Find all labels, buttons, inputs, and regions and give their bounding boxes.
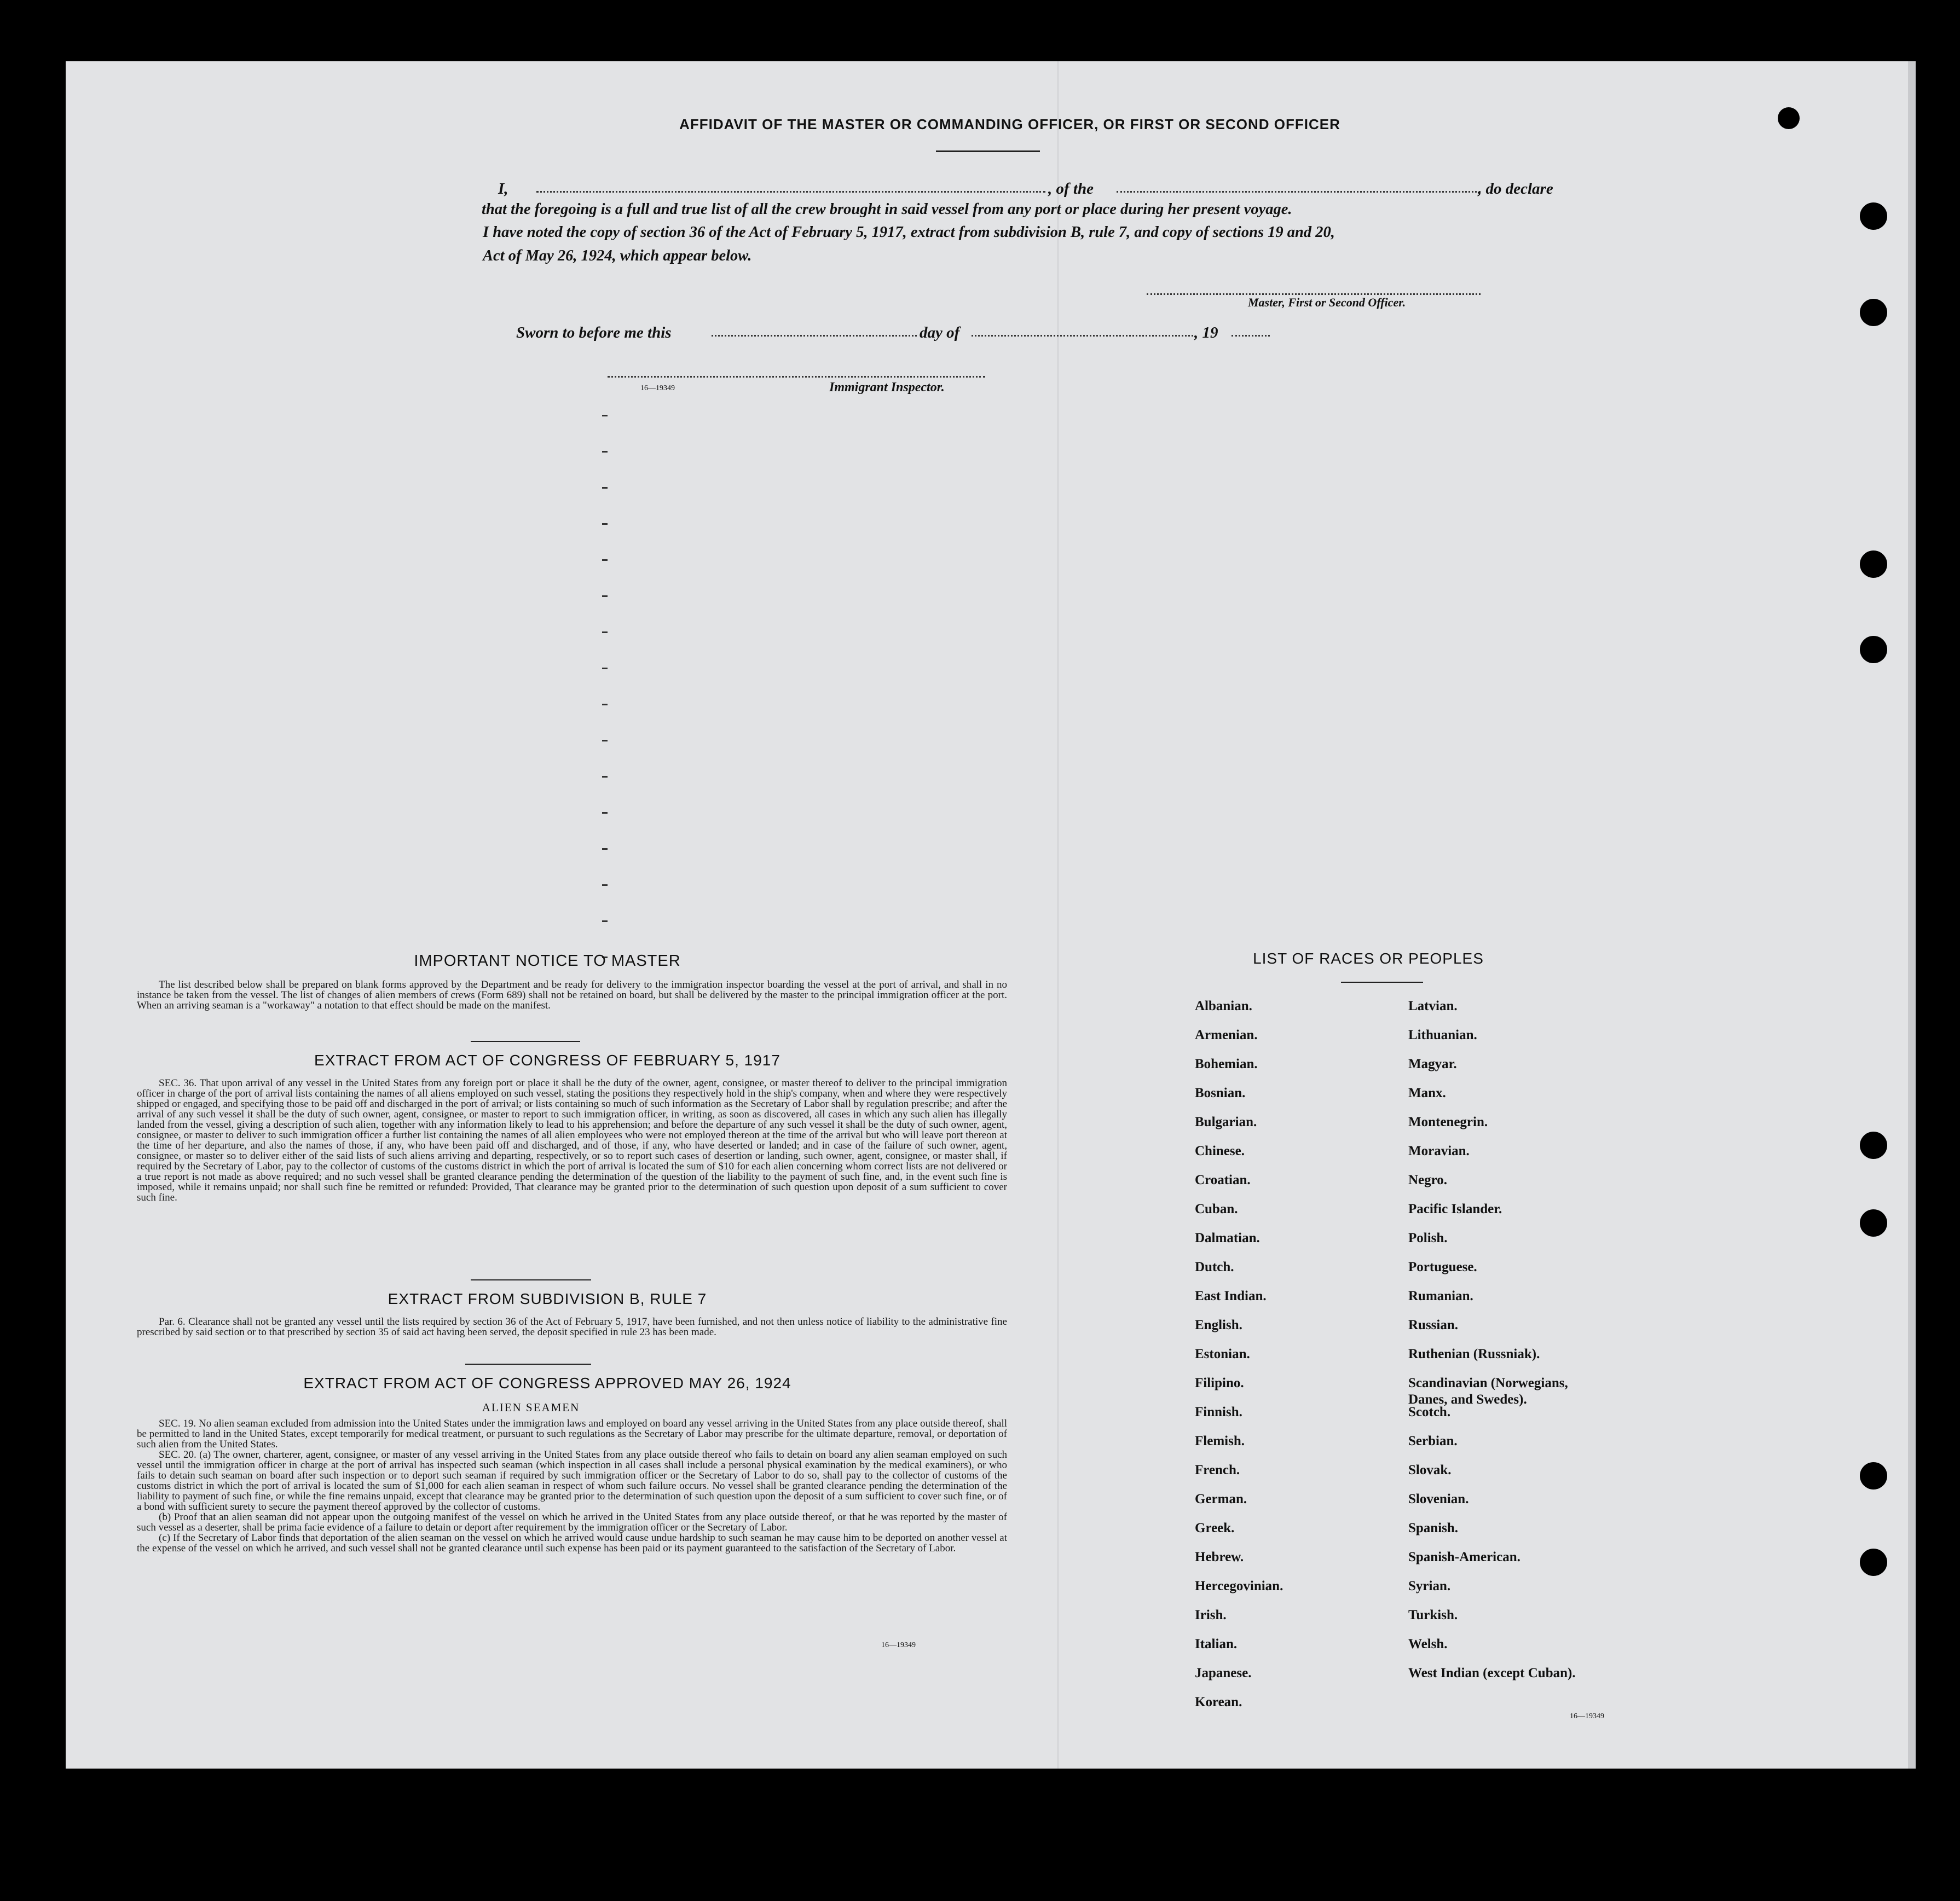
ruling-tick — [602, 776, 608, 778]
ruling-tick — [602, 884, 608, 886]
extract-rule7-text — [137, 1317, 1007, 1337]
punch-hole — [1860, 1549, 1887, 1576]
inspector-label: Immigrant Inspector. — [829, 380, 945, 395]
punch-hole — [1860, 299, 1887, 326]
divider — [465, 1364, 591, 1365]
race-item: Bohemian. — [1195, 1057, 1258, 1071]
punch-hole — [1860, 1462, 1887, 1489]
punch-hole — [1860, 636, 1887, 663]
extract-1924-text — [137, 1418, 1007, 1554]
race-item: Polish. — [1408, 1231, 1448, 1245]
race-item: Dutch. — [1195, 1260, 1234, 1274]
sworn-day-field[interactable] — [712, 335, 917, 337]
do-declare-label: , do declare — [1478, 180, 1553, 198]
race-item: German. — [1195, 1492, 1247, 1506]
extract-rule7-title: EXTRACT FROM SUBDIVISION B, RULE 7 — [388, 1290, 707, 1307]
day-of-label: day of — [920, 324, 960, 341]
sec20c-paragraph: (c) If the Secretary of Labor finds that deportation of the alien seaman on the vessel on which he arrived would cause undue hardship to such seaman he may cause him to be deported on another vessel at the expense of the vessel on which he arrived, and such vessel shall not be granted clearance until such expense has been paid or its payment guaranteed to the satisfaction of the Secretary of Labor. — [137, 1532, 1007, 1554]
race-item: Syrian. — [1408, 1579, 1451, 1593]
ruling-tick — [602, 451, 608, 453]
race-item: Manx. — [1408, 1086, 1446, 1100]
race-item: Italian. — [1195, 1637, 1238, 1651]
sec20b-paragraph: (b) Proof that an alien seaman did not appear upon the outgoing manifest of the vessel on which he arrived in the United States from any place outside thereof, or that he was reported by the master of such vessel as a deserter, shall be prima facie evidence of a failure to detain or deport after requirement by the immigration officer or the Secretary of Labor. — [137, 1511, 1007, 1533]
races-left-column — [1195, 998, 1283, 1723]
alien-seamen-subtitle: ALIEN SEAMEN — [482, 1401, 580, 1414]
name-field[interactable] — [536, 191, 1045, 193]
race-item: Filipino. — [1195, 1376, 1244, 1390]
affidavit-i-label: I, — [498, 180, 508, 198]
race-item: Korean. — [1195, 1695, 1242, 1709]
sworn-label: Sworn to before me this — [516, 324, 672, 341]
page-fold — [1057, 61, 1059, 1769]
ruling-tick — [602, 812, 608, 814]
race-item: Scotch. — [1408, 1405, 1451, 1419]
extract-1924-title: EXTRACT FROM ACT OF CONGRESS APPROVED MAY 26, 1924 — [303, 1375, 791, 1392]
race-item: Portuguese. — [1408, 1260, 1477, 1274]
ruling-tick — [602, 704, 608, 705]
page-edge — [1908, 61, 1916, 1769]
affidavit-line-4: Act of May 26, 1924, which appear below. — [483, 247, 752, 264]
race-item: Pacific Islander. — [1408, 1202, 1502, 1216]
race-item: Finnish. — [1195, 1405, 1242, 1419]
race-item: Scandinavian (Norwegians, Danes, and Swedes). — [1408, 1376, 1568, 1407]
race-item: Negro. — [1408, 1173, 1448, 1187]
sec20a-paragraph: SEC. 20. (a) The owner, charterer, agent, consignee, or master of any vessel arriving in the United States from any place outside thereof who fails to detain on board any alien seaman employed on such vessel until the immigration officer in charge at the port of arrival has inspected such seaman (which inspection in all cases shall include a personal physical examination by the medical examiners), or who fails to detain such seaman on board after such inspection or to deport such seaman if required by such immigration officer or the Secretary of Labor to do so, shall pay to the collector of customs of the customs district in which the port of arrival is located the sum of $1,000 for each alien seaman in respect of whom such failure occurs. No vessel shall be granted clearance pending the determination of the liability to payment of such fine, or while the fine remains unpaid, except that clearance may be granted prior to the determination of such question upon the deposit of a sum sufficient to cover such fine, or of a bond with sufficient surety to secure the payment thereof approved by the collector of customs. — [137, 1449, 1007, 1512]
ruling-tick — [602, 523, 608, 525]
divider — [471, 1279, 591, 1280]
race-item: Cuban. — [1195, 1202, 1238, 1216]
race-item: Slovak. — [1408, 1463, 1452, 1477]
race-item: Montenegrin. — [1408, 1115, 1488, 1129]
races-form-number: 16—19349 — [1570, 1712, 1604, 1720]
year-label: , 19 — [1194, 324, 1218, 341]
vessel-field[interactable] — [1117, 191, 1481, 193]
ruling-tick — [602, 415, 608, 416]
race-item: French. — [1195, 1463, 1240, 1477]
race-item: Chinese. — [1195, 1144, 1245, 1158]
race-item: Magyar. — [1408, 1057, 1457, 1071]
race-item: Hercegovinian. — [1195, 1579, 1283, 1593]
affidavit-title: AFFIDAVIT OF THE MASTER OR COMMANDING OFFICER, OR FIRST OR SECOND OFFICER — [679, 116, 1340, 132]
ruling-tick — [602, 920, 608, 922]
ruling-tick — [602, 848, 608, 850]
affidavit-line-3: I have noted the copy of section 36 of the Act of February 5, 1917, extract from subdivision B, rule 7, and copy of sections 19 and 20, — [483, 224, 1335, 241]
race-item: Bosnian. — [1195, 1086, 1246, 1100]
extract-1917-title: EXTRACT FROM ACT OF CONGRESS OF FEBRUARY 5, 1917 — [314, 1052, 780, 1069]
affidavit-line-2: that the foregoing is a full and true list of all the crew brought in said vessel from any port or place during her present voyage. — [482, 201, 1292, 218]
race-item: Russian. — [1408, 1318, 1459, 1332]
race-item: Japanese. — [1195, 1666, 1252, 1680]
document-page — [66, 61, 1908, 1769]
race-item: Welsh. — [1408, 1637, 1448, 1651]
notice-text — [137, 980, 1007, 1011]
race-item: Serbian. — [1408, 1434, 1458, 1448]
inspector-signature-field[interactable] — [608, 376, 985, 378]
punch-hole — [1860, 1209, 1887, 1237]
extract-1917-text — [137, 1078, 1007, 1203]
signature-field[interactable] — [1147, 293, 1481, 295]
notice-paragraph: The list described below shall be prepared on blank forms approved by the Department and be ready for delivery to the immigration inspector boarding the vessel at the port of arrival, and shall in no instance be taken from the vessel. The list of changes of alien members of crews (Form 689) shall not be retained on board, but shall be delivered by the master to the principal immigration officer at the port. When an arriving seaman is a "workaway" a notation to that effect should be made on the manifest. — [137, 979, 1007, 1011]
punch-hole — [1860, 202, 1887, 230]
races-right-column — [1408, 998, 1576, 1694]
ruling-tick — [602, 487, 608, 489]
extract-form-number: 16—19349 — [881, 1641, 916, 1649]
race-item: Dalmatian. — [1195, 1231, 1260, 1245]
ruling-tick — [602, 668, 608, 669]
race-item: Hebrew. — [1195, 1550, 1244, 1564]
race-item: Latvian. — [1408, 999, 1458, 1013]
race-item: Armenian. — [1195, 1028, 1258, 1042]
punch-hole — [1778, 107, 1800, 129]
ruling-tick — [602, 595, 608, 597]
punch-hole — [1860, 1132, 1887, 1159]
ruling-tick — [602, 559, 608, 561]
race-item: Flemish. — [1195, 1434, 1245, 1448]
race-item: Slovenian. — [1408, 1492, 1469, 1506]
races-title: LIST OF RACES OR PEOPLES — [1253, 950, 1484, 967]
punch-hole — [1860, 550, 1887, 578]
race-item: Estonian. — [1195, 1347, 1250, 1361]
sec19-paragraph: SEC. 19. No alien seaman excluded from admission into the United States under the immigration laws and employed on board any vessel arriving in the United States from any place outside thereof, shall be permitted to land in the United States, except temporarily for medical treatment, or pursuant to such regulations as the Secretary of Labor may prescribe for the ultimate departure, removal, or deportation of such alien from the United States. — [137, 1418, 1007, 1450]
race-item: Moravian. — [1408, 1144, 1470, 1158]
of-the-label: , of the — [1048, 180, 1094, 198]
race-item: Lithuanian. — [1408, 1028, 1477, 1042]
races-title-underline — [1341, 982, 1423, 983]
race-item: English. — [1195, 1318, 1242, 1332]
race-item: Spanish. — [1408, 1521, 1459, 1535]
title-underline — [936, 150, 1040, 152]
ruling-tick — [602, 740, 608, 741]
race-item: Turkish. — [1408, 1608, 1458, 1622]
race-item: Spanish-American. — [1408, 1550, 1520, 1564]
sworn-month-field[interactable] — [972, 335, 1193, 337]
race-item: East Indian. — [1195, 1289, 1267, 1303]
affidavit-form-number: 16—19349 — [640, 384, 675, 392]
race-item: Rumanian. — [1408, 1289, 1473, 1303]
race-item: Ruthenian (Russniak). — [1408, 1347, 1540, 1361]
race-item: Greek. — [1195, 1521, 1235, 1535]
notice-title: IMPORTANT NOTICE TO MASTER — [414, 952, 681, 970]
race-item: Albanian. — [1195, 999, 1252, 1013]
race-item: Bulgarian. — [1195, 1115, 1257, 1129]
race-item: West Indian (except Cuban). — [1408, 1666, 1576, 1680]
race-item: Irish. — [1195, 1608, 1227, 1622]
ruling-tick — [602, 631, 608, 633]
sec36-paragraph: SEC. 36. That upon arrival of any vessel in the United States from any foreign port or place it shall be the duty of the owner, agent, consignee, or master thereof to deliver to the principal immigration officer in charge of the port of arrival lists containing the names of all aliens employed on such vessel, stating the positions they respectively hold in the ship's company, when and where they were respectively shipped or engaged, and specifying those to be paid off and discharged in the port of arrival; or lists containing so much of such information as the Secretary of Labor shall by regulation prescribe; and after the arrival of any such vessel it shall be the duty of such owner, agent, consignee, or master to report to such immigration officer, in writing, as soon as discovered, all cases in which any such alien has illegally landed from the vessel, giving a description of such alien, together with any information likely to lead to his apprehension; and before the departure of any such vessel it shall be the duty of such owner, agent, consignee, or master to deliver to such immigration officer a further list containing the names of all alien employees who were not employed thereon at the time of the arrival but who will leave port thereon at the time of her departure, and also the names of those, if any, who have been paid off and discharged, and of those, if any, who have deserted or landed; and in case of the failure of such owner, agent, consignee, or master so to deliver either of the said lists of such aliens arriving and departing, respectively, or so to report such cases of desertion or landing, such owner, agent, consignee, or master shall, if required by the Secretary of Labor, pay to the collector of customs of the customs district in which the port of arrival is located the sum of $10 for each alien concerning whom correct lists are not delivered or a true report is not made as above required; and no such vessel shall be granted clearance pending the determination of the question of the liability to the payment of such fine, and, in the event such fine is imposed, while it remains unpaid; nor shall such fine be remitted or refunded: Provided, That clearance may be granted prior to the determination of such question upon deposit of a sum sufficient to cover such fine. — [137, 1077, 1007, 1203]
sworn-year-field[interactable] — [1231, 335, 1270, 337]
par6-paragraph: Par. 6. Clearance shall not be granted any vessel until the lists required by section 36 of the Act of February 5, 1917, have been furnished, and not then unless notice of liability to the administrative fine prescribed by said section or to that prescribed by section 35 of said act having been served, the deposit specified in rule 23 has been made. — [137, 1316, 1007, 1338]
divider — [471, 1041, 580, 1042]
race-item: Croatian. — [1195, 1173, 1251, 1187]
signature-label: Master, First or Second Officer. — [1248, 295, 1406, 309]
